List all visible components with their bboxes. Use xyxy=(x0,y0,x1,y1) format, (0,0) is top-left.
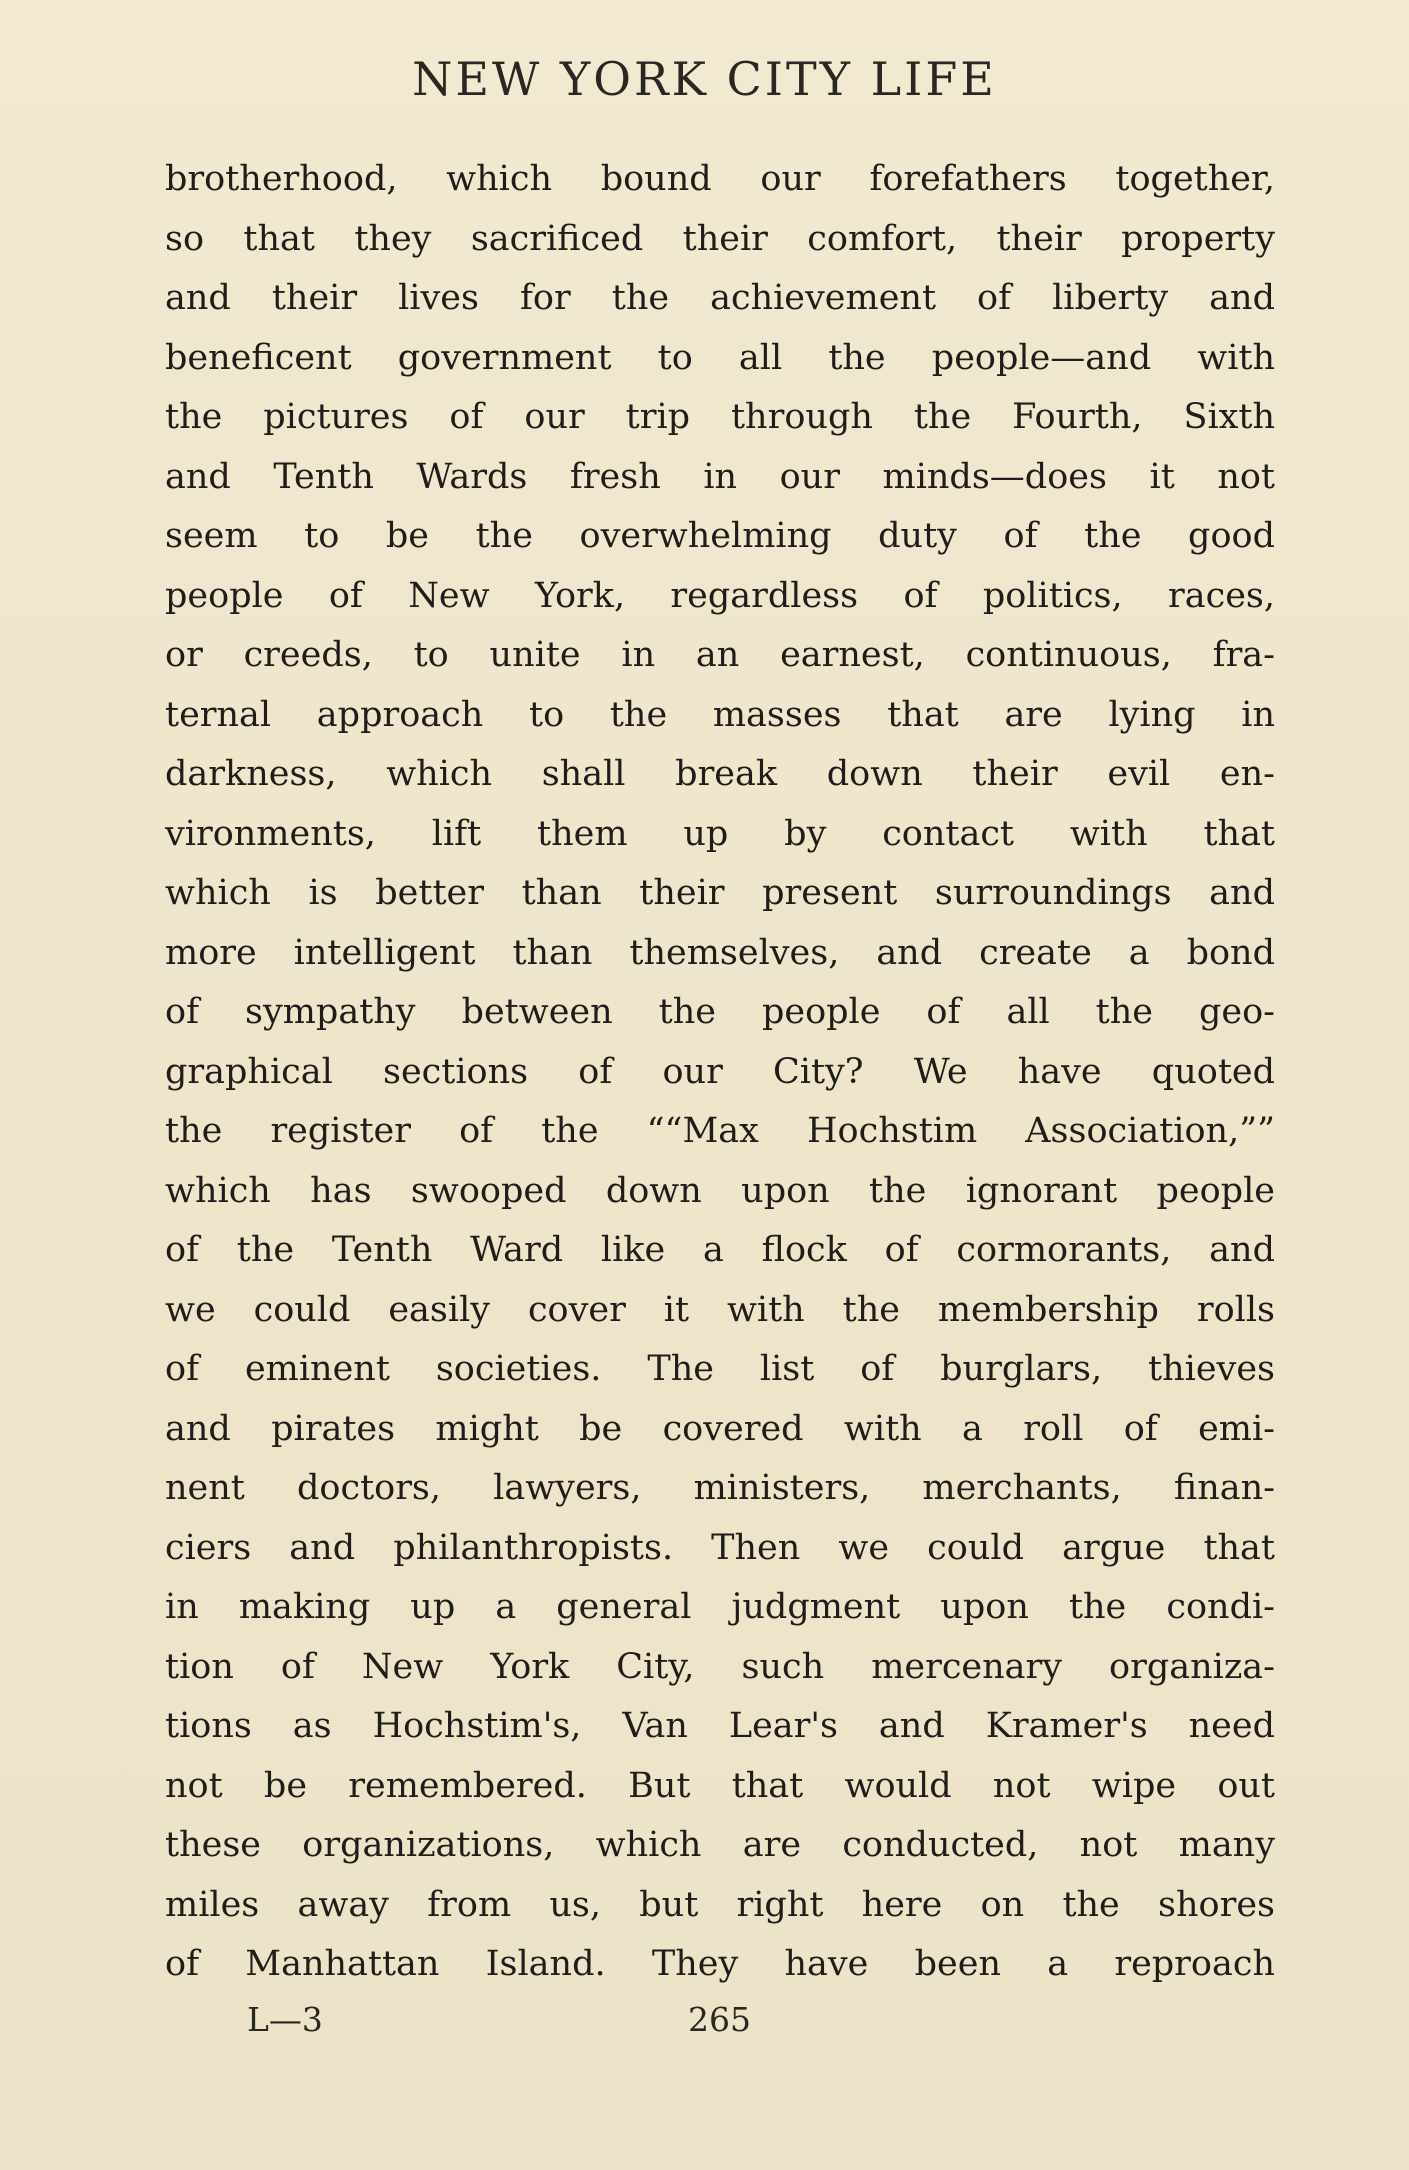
text-line: darkness, which shall break down their evil en- xyxy=(165,754,1275,794)
text-line: ternal approach to the masses that are lying in xyxy=(165,694,1275,735)
text-line: or creeds, to unite in an earnest, continuous, fra- xyxy=(165,635,1275,675)
text-line: which is better than their present surroundings and xyxy=(165,873,1275,913)
text-line: vironments, lift them up by contact with that xyxy=(165,813,1275,854)
text-line: brotherhood, which bound our forefathers together, xyxy=(165,159,1275,199)
text-line: and their lives for the achievement of liberty and xyxy=(165,278,1275,318)
running-head: NEW YORK CITY LIFE xyxy=(412,52,997,106)
text-line: beneficent government to all the people—and with xyxy=(165,337,1275,378)
text-line: nent doctors, lawyers, ministers, merchants, finan- xyxy=(165,1468,1275,1508)
text-line: the pictures of our trip through the Fourth, Sixth xyxy=(165,397,1275,437)
text-line: of Manhattan Island. They have been a reproach xyxy=(165,1944,1275,1984)
text-line: ciers and philanthropists. Then we could argue that xyxy=(165,1527,1275,1568)
text-line: in making up a general judgment upon the condi- xyxy=(165,1587,1275,1627)
text-line: tions as Hochstim's, Van Lear's and Kramer's need xyxy=(165,1706,1275,1746)
text-line: seem to be the overwhelming duty of the good xyxy=(165,516,1275,556)
text-line: not be remembered. But that would not wipe out xyxy=(165,1765,1275,1806)
text-line: more intelligent than themselves, and create a bond xyxy=(165,932,1275,973)
text-line: people of New York, regardless of politics, races, xyxy=(165,575,1275,616)
text-line: tion of New York City, such mercenary organiza- xyxy=(165,1646,1275,1687)
text-line: of eminent societies. The list of burglars, thieves xyxy=(165,1349,1275,1389)
text-line: and pirates might be covered with a roll of emi- xyxy=(165,1408,1275,1449)
text-line: miles away from us, but right here on the shores xyxy=(165,1884,1275,1925)
text-line: the register of the ““Max Hochstim Association,”” xyxy=(165,1111,1275,1151)
text-line: we could easily cover it with the membership rolls xyxy=(165,1289,1275,1330)
text-line: of sympathy between the people of all the geo- xyxy=(165,992,1275,1032)
text-line: so that they sacrificed their comfort, their property xyxy=(165,218,1275,259)
text-line: of the Tenth Ward like a flock of cormorants, and xyxy=(165,1230,1275,1270)
page-number: 265 xyxy=(688,2000,751,2039)
text-line: which has swooped down upon the ignorant people xyxy=(165,1170,1275,1211)
body-text xyxy=(165,150,1275,1995)
text-line: graphical sections of our City? We have quoted xyxy=(165,1051,1275,1092)
text-line: these organizations, which are conducted, not many xyxy=(165,1825,1275,1865)
signature-mark: L—3 xyxy=(247,2000,323,2039)
text-line: and Tenth Wards fresh in our minds—does it not xyxy=(165,456,1275,497)
